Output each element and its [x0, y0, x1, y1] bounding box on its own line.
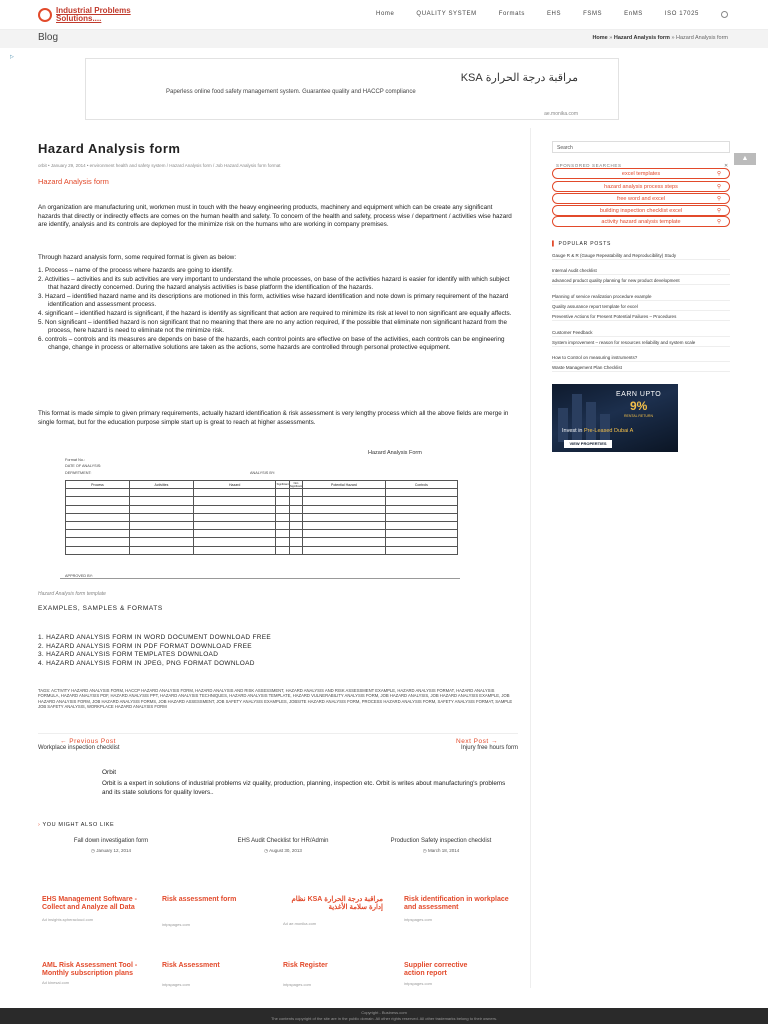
list-item: 3. Hazard – identified hazard name and its descriptions are motioned in this form, activities wise hazard identification and note down is primary requirement of the hazard identification and assessment process.: [38, 292, 509, 309]
form-image-title: Hazard Analysis Form: [368, 450, 422, 456]
clock-icon: ◷: [264, 847, 270, 853]
download-link[interactable]: 2. HAZARD ANALYSIS FORM IN PDF FORMAT DOWNLOAD FREE: [38, 642, 252, 650]
post-intro: An organization are manufacturing unit, workmen must in touch with the heavy engineering products, machinery and equipment which can be create any significant hazards that directly or indirectly effects are comes on the human health and safety. To concern of the health and safety, process wise / department / activities wise hazard are identify, analysis and its controls are deployed for the minimize risk on the humans who are working in company premises.: [38, 204, 512, 229]
site-footer: [0, 1008, 768, 1024]
post-title: Hazard Analysis form: [38, 141, 181, 156]
form-department: DEPARTMENT:: [65, 471, 92, 475]
post-format-intro: Through hazard analysis form, some required format is given as below:: [38, 254, 237, 261]
top-ad-url: ae.monika.com: [544, 111, 578, 117]
top-ad-arabic: مراقبة درجة الحرارة KSA: [460, 72, 578, 84]
list-item: 2. Activities – activities and its sub activities are very important to understand the whole processes, on base of the activities hazard is easier for identify with which subject that hazard directly concerned. During the hazard analysis activities is base platform the identification of the hazards.: [38, 275, 510, 292]
form-col-hazard: Hazard: [193, 481, 276, 489]
scroll-top-button[interactable]: ▲: [734, 153, 756, 165]
form-col-significant: Significant: [276, 481, 289, 489]
post-meta: orbit • January 29, 2014 • environment health and safety system / Hazard Analysis form / Job Hazard Analysis form format: [38, 163, 281, 168]
bottom-ad-url: intpspages.com: [162, 921, 191, 927]
clock-icon: ◷: [91, 847, 97, 853]
sponsored-search-pill[interactable]: activity hazard analysis template ⚲: [552, 216, 730, 227]
bottom-ad-url: Ad ae.monika.com: [283, 921, 317, 926]
popular-post-link[interactable]: Quality assurance report template for excel: [552, 304, 730, 311]
bottom-ad[interactable]: [404, 896, 522, 922]
bottom-ad-url: intpspages.com: [162, 981, 191, 987]
author-name[interactable]: Orbit: [102, 769, 117, 776]
post-tags[interactable]: TAGS: ACTIVITY HAZARD ANALYSIS FORM, HACCP HAZARD ANALYSIS FORM, HAZARD ANALYSIS AND RISK ASSESSMENT, HAZARD ANALYSIS AND RISK ASSESSMENT EXAMPLE, HAZARD ANALYSIS FORMAT, HAZARD ANALYSIS FORMULA, HAZARD ANALYSIS PDF, HAZARD ANALYSIS PPT, HAZARD ANALYSIS TECHNIQUES, HAZARD ANALYSIS TEMPLATE, HAZARD VULNERABILITY ANALYSIS FORM, JOB HAZARD ANALYSIS, JOB HAZARD ANALYSIS EXAMPLE, JOB HAZARD ANALYSIS FORM, JOB HAZARD ANALYSIS FORMS, JOB HAZARD ASSESSMENT, JOB SAFETY ANALYSIS EXAMPLES, JOBSITE HAZARD ANALYSIS FORM, PROCESS HAZARD ANALYSIS FORM, SAFETY ANALYSIS FORMAT, SAMPLE JOB SAFETY ANALYSIS, WORKPLACE HAZARD ANALYSIS FORM: [38, 688, 513, 709]
breadcrumb: Home » Hazard Analysis form » Hazard Analysis form: [592, 35, 728, 41]
sponsored-label: SPONSORED SEARCHES: [556, 163, 622, 168]
search-icon: ⚲: [716, 196, 721, 202]
post-navigation: [38, 733, 518, 755]
nav-iso[interactable]: ISO 17025: [664, 11, 699, 17]
ad-building-shape: [586, 402, 596, 442]
form-col-controls: Controls: [385, 481, 457, 489]
downloads-list: [38, 634, 271, 668]
author-box: [102, 769, 517, 797]
prev-post-title[interactable]: Workplace inspection checklist: [38, 745, 120, 751]
related-post-date: March 18, 2014: [427, 847, 460, 853]
form-col-potential: Potential Hazard: [303, 481, 386, 489]
bottom-ad-url: intpspages.com: [404, 981, 433, 986]
bottom-ad-title[interactable]: Risk identification in workplace and assessment: [404, 896, 509, 911]
sidebar-search-input[interactable]: Search: [552, 141, 730, 153]
search-icon: ⚲: [716, 171, 721, 177]
nav-enms[interactable]: EnMS: [624, 11, 643, 17]
nav-home[interactable]: Home: [376, 11, 395, 17]
search-icon: ⚲: [716, 208, 721, 214]
form-bottom-line: [60, 578, 460, 579]
top-ad-text: Paperless online food safety management system. Guarantee quality and HACCP compliance: [166, 89, 416, 95]
bottom-ad-title[interactable]: Risk assessment form: [162, 896, 237, 903]
bottom-ad-title[interactable]: Risk Assessment: [162, 962, 220, 969]
breadcrumb-home[interactable]: Home: [592, 35, 608, 41]
popular-posts-heading: ▌ POPULAR POSTS: [552, 241, 612, 247]
related-post[interactable]: [366, 838, 516, 854]
list-item: 1. Process – name of the process where hazards are going to identify.: [38, 267, 233, 274]
form-analysis-by: ANALYSIS BY:: [250, 471, 276, 475]
related-post[interactable]: [208, 838, 358, 854]
form-approved-by: APPROVED BY:: [65, 574, 94, 578]
bottom-ad[interactable]: [404, 962, 484, 986]
popular-post-link[interactable]: Gauge R & R (Gauge Repeatability and Reproducibility) Study: [552, 253, 730, 260]
sidebar-divider: [530, 128, 531, 988]
footer-notice: The contents copyright of the site are in the public domain. All other rights reserved. All other trademarks belong to their owners.: [270, 1016, 498, 1021]
next-post-title[interactable]: Injury free hours form: [460, 745, 518, 751]
bottom-ad[interactable]: [162, 896, 280, 927]
ad-invest-text: Invest in Pre-Leased Dubai A: [562, 428, 634, 434]
nav-ehs[interactable]: EHS: [546, 11, 562, 17]
blog-title: Blog: [38, 32, 59, 43]
bottom-ad-url: Ad insights.spheracloud.com: [42, 917, 94, 922]
related-post[interactable]: [36, 838, 186, 854]
image-caption: Hazard Analysis form template: [38, 591, 106, 597]
popular-post-link[interactable]: Planning of service realization procedure example: [552, 294, 730, 301]
download-link[interactable]: 3. HAZARD ANALYSIS FORM TEMPLATES DOWNLOAD: [38, 651, 219, 659]
sidebar-property-ad[interactable]: [552, 384, 678, 452]
form-table: [65, 480, 458, 555]
popular-post-link[interactable]: advanced product quality planning for new product development: [552, 278, 730, 285]
blog-bar: [0, 30, 768, 48]
ad-rental-text: RENTAL RETURN: [624, 414, 653, 418]
bottom-ad-url: Ad kinesal.com: [42, 980, 70, 985]
bottom-ad-url: intpspages.com: [404, 917, 433, 922]
top-ad-banner[interactable]: [85, 58, 619, 120]
chevron-right-icon: ›: [38, 822, 43, 828]
popular-post-link[interactable]: Preventive Actions for Present Potential Failures – Procedures: [552, 314, 730, 321]
sponsored-search-pill[interactable]: hazard analysis process steps ⚲: [552, 181, 730, 192]
bottom-ad-title[interactable]: AML Risk Assessment Tool - Monthly subscription plans: [42, 962, 138, 977]
bottom-ad[interactable]: [162, 962, 280, 987]
heading-marker-icon: ▌: [552, 241, 559, 247]
hazard-form-image[interactable]: [60, 450, 460, 580]
sponsored-search-pill[interactable]: excel templates ⚲: [552, 168, 730, 179]
popular-post-link[interactable]: Internal Audit checklist: [552, 268, 730, 275]
popular-post-link[interactable]: How to Control on measuring instruments?: [552, 355, 730, 362]
bottom-ad[interactable]: [42, 962, 160, 985]
related-post-date: January 12, 2014: [96, 847, 131, 853]
list-item: 4. significant – identified hazard is significant, if the hazard is identify as significant that action are required to minimize its risk at level to non significant are equally affects.: [38, 309, 512, 317]
logo-gear-icon: [38, 8, 52, 22]
related-post-date: August 30, 2013: [269, 847, 302, 853]
sponsored-search-pill[interactable]: free word and excel ⚲: [552, 193, 730, 204]
search-icon: ⚲: [716, 219, 721, 225]
breadcrumb-category[interactable]: Hazard Analysis form: [613, 35, 670, 41]
related-post-title[interactable]: Production Safety inspection checklist: [390, 838, 492, 844]
breadcrumb-current: Hazard Analysis form: [676, 35, 728, 41]
logo-text-2: Solutions....: [56, 14, 102, 23]
related-post-title[interactable]: Fall down investigation form: [73, 838, 149, 844]
nav-quality-system[interactable]: QUALITY SYSTEM: [416, 11, 477, 17]
download-link[interactable]: 4. HAZARD ANALYSIS FORM IN JPEG, PNG FORMAT DOWNLOAD: [38, 659, 255, 667]
nav-formats[interactable]: Formats: [498, 11, 525, 17]
form-col-activities: Activities: [129, 481, 193, 489]
related-post-title[interactable]: EHS Audit Checklist for HR/Admin: [237, 838, 329, 844]
ad-earn-text: EARN UPTO: [616, 391, 662, 398]
main-nav: [376, 11, 728, 18]
popular-post-link[interactable]: Waste Management Plan Checklist: [552, 365, 730, 372]
view-properties-button[interactable]: VIEW PROPERTIES: [564, 440, 612, 448]
site-logo[interactable]: [38, 6, 150, 24]
sponsored-search-pill[interactable]: building inspection checklist excel ⚲: [552, 205, 730, 216]
nav-fsms[interactable]: FSMS: [583, 11, 603, 17]
bottom-ad[interactable]: [283, 896, 383, 926]
next-post-label[interactable]: Next Post →: [456, 738, 498, 745]
post-subtitle: Hazard Analysis form: [38, 177, 109, 186]
bottom-ad[interactable]: [42, 896, 160, 922]
bottom-ad[interactable]: [283, 962, 401, 987]
bottom-ad-title[interactable]: EHS Management Software - Collect and Analyze all Data: [42, 896, 137, 911]
form-col-process: Process: [66, 481, 130, 489]
ad-building-shape: [558, 408, 568, 442]
form-col-non-significant: Non Significant: [290, 481, 302, 488]
site-header: [0, 0, 768, 30]
clock-icon: ◷: [422, 847, 428, 853]
ad-close-icon[interactable]: ✕: [724, 163, 729, 169]
list-item: 6. controls – controls and its measures are depends on base of the hazards, each control points are effective on base of the activities, each controls can be engineering change, change in process or alternative solutions are taken as the actions, some hazards are controlled through personal protective equipment.: [38, 335, 505, 352]
bottom-ad-title[interactable]: مراقبة درجة الحرارة KSA نظام إدارة سلامة الأغذية: [291, 896, 383, 911]
bottom-ad-title[interactable]: Risk Register: [283, 962, 328, 969]
popular-post-link[interactable]: System improvement – reason for resources reliability and system scale: [552, 340, 730, 347]
popular-post-link[interactable]: Customer Feedback: [552, 330, 730, 337]
footer-copyright: Copyright - Business.com: [361, 1010, 407, 1015]
logo-text-1: Industrial Problems: [56, 6, 131, 15]
examples-heading: EXAMPLES, SAMPLES & FORMATS: [38, 605, 163, 612]
bottom-ad-url: intpspages.com: [283, 981, 312, 987]
bottom-ad-title[interactable]: Supplier corrective action report: [404, 962, 468, 977]
author-bio: Orbit is a expert in solutions of industrial problems viz quality, production, planning, inspection etc. Orbit is writes about manufacturing's problems and its state solutions for quality lovers..: [102, 780, 506, 796]
search-icon[interactable]: [721, 11, 728, 18]
ad-percent: 9%: [630, 399, 648, 413]
post-closing: This format is made simple to given primary requirements, actually hazard identification & risk assessment is very lengthy process which all the above fields are merge in single format, but for the education purpose simple start up is great to reach at higher assessments.: [38, 410, 509, 426]
search-icon: ⚲: [716, 184, 721, 190]
list-item: 5. Non significant – identified hazard is non significant that no meaning that there are no any action required, if the possible that eliminate non significant hazard from the process, here hazard is need to eliminate not the minimize risk.: [38, 318, 508, 335]
prev-post-label[interactable]: ← Previous Post: [60, 738, 116, 745]
form-format-no: Format No.:: [65, 458, 86, 462]
ad-building-shape: [572, 394, 582, 442]
form-date: DATE OF ANALYSIS:: [65, 464, 102, 468]
ad-choices-icon[interactable]: ▷: [10, 54, 14, 60]
steps-list: [38, 267, 516, 353]
related-heading: › YOU MIGHT ALSO LIKE: [38, 822, 115, 828]
download-link[interactable]: 1. HAZARD ANALYSIS FORM IN WORD DOCUMENT DOWNLOAD FREE: [38, 634, 272, 641]
